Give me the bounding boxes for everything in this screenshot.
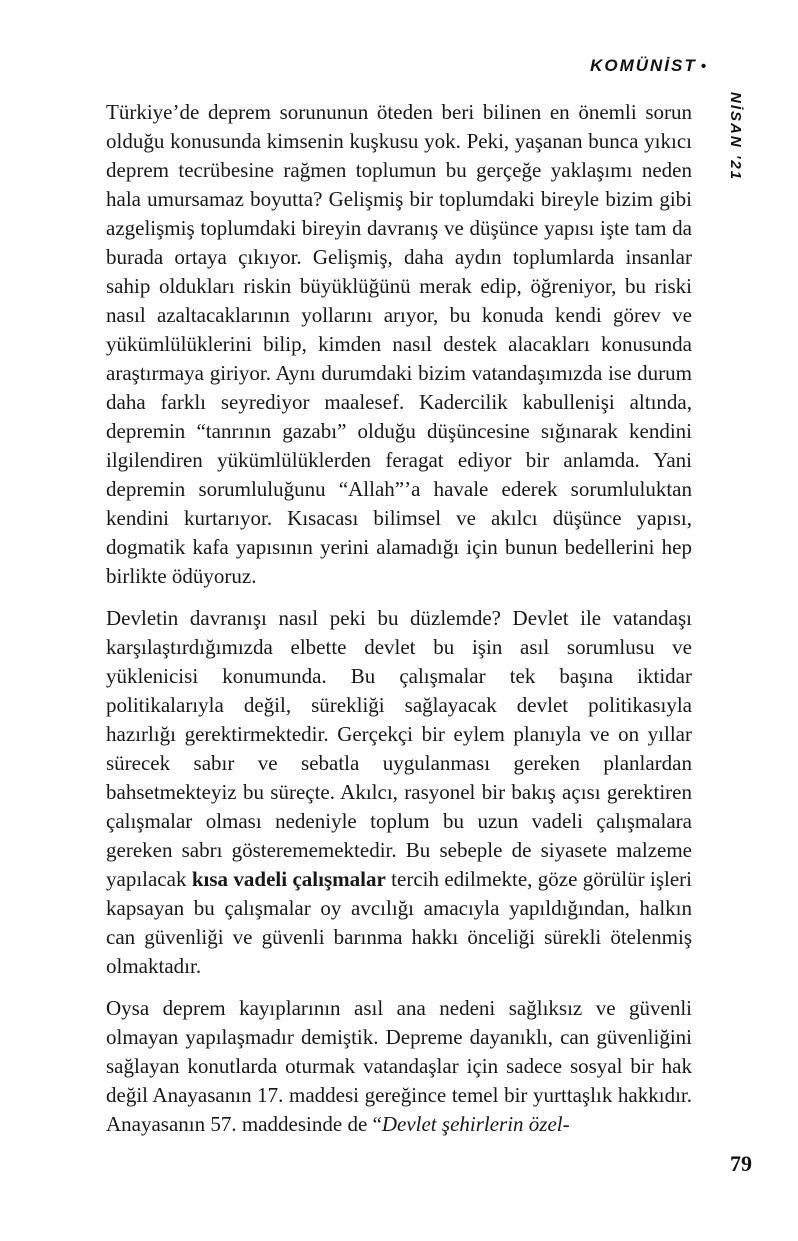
header-bullet: • — [700, 58, 706, 75]
paragraph-2-text: Devletin davranışı nasıl peki bu düzlemde? Devlet ile vatandaşı karşılaştırdığımızda elbette devlet bu işin asıl sorumlusu ve yüklenicisi konumunda. Bu çalışmalar tek başına iktidar politikalarıyla değil, sürekliği sağlayacak devlet politikasıyla hazırlığı gerektirmektedir. Gerçekçi bir eylem planıyla ve on yıllar sürecek sabır ve sebatla uygulanması gereken planlardan bahsetmekteyiz bu süreçte. Akılcı, rasyonel bir bakış açısı gerektiren çalışmalar olması nedeniyle toplum bu uzun vadeli çalışmalara gereken sabrı gösterememektedir. Bu sebeple de siyasete malzeme yapılacak — [106, 606, 692, 891]
paragraph-3 — [106, 994, 692, 1139]
paragraph-2-bold-phrase: kısa vadeli çalışmalar — [191, 867, 386, 891]
paragraph-2-text-after: tercih edilmekte, göze görülür işleri kapsayan bu çalışmalar oy avcılığı amacıyla yapıldığından, halkın can güvenliği ve güvenli barınma hakkı önceliği sürekli ötelenmiş olmaktadır. — [106, 867, 693, 978]
paragraph-1: Türkiye’de deprem sorununun öteden beri bilinen en önemli sorun olduğu konusunda kimsenin kuşkusu yok. Peki, yaşanan bunca yıkıcı deprem tecrübesine rağmen toplumun bu gerçeğe yaklaşımı neden hala umursamaz boyutta? Gelişmiş bir toplumdaki bireyle bizim gibi azgelişmiş toplumdaki bireyin davranış ve düşünce yapısı işte tam da burada ortaya çıkıyor. Gelişmiş, daha aydın toplumlarda insanlar sahip oldukları riskin büyüklüğünü merak edip, öğreniyor, bu riski nasıl azaltacaklarının yollarını arıyor, bu konuda kendi görev ve yükümlülüklerini bilip, kimden nasıl destek alacakları konusunda araştırmaya giriyor. Aynı durumdaki bizim vatandaşımızda ise durum daha farklı seyrediyor maalesef. Kadercilik kabullenişi altında, depremin “tanrının gazabı” olduğu düşüncesine sığınarak kendini ilgilendiren yükümlülüklerden feragat ediyor bir anlamda. Yani depremin sorumluluğunu “Allah”’a havale ederek sorumluluktan kendini kurtarıyor. Kısacası bilimsel ve akılcı düşünce yapısı, dogmatik kafa yapısının yerini alamadığı için bunun bedellerini hep birlikte ödüyoruz. — [106, 100, 692, 588]
body-text — [106, 98, 692, 1152]
issue-label: NİSAN '21 — [727, 92, 744, 182]
paragraph-2 — [106, 604, 692, 981]
paragraph-3-quote-italic: Devlet şehirlerin özel- — [381, 1112, 570, 1136]
paragraph-3-text: Oysa deprem kayıplarının asıl ana nedeni sağlıksız ve güvenli olmayan yapılaşmadır demiştik. Depreme dayanıklı, can güvenliğini sağlayan konutlarda oturmak vatandaşlar için sadece sosyal bir hak değil Anayasanın 17. maddesi gereğince temel bir yurttaşlık hakkıdır. Anayasanın 57. maddesinde de “ — [106, 996, 692, 1136]
magazine-title — [590, 56, 706, 76]
magazine-name: KOMÜNİST — [590, 56, 697, 75]
page-number: 79 — [730, 1151, 752, 1176]
